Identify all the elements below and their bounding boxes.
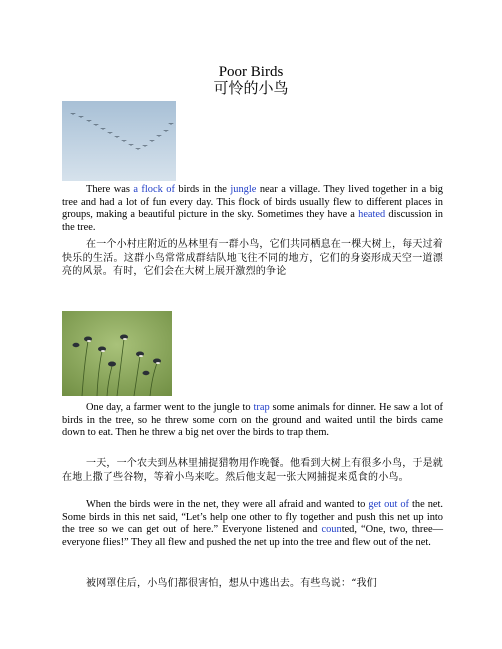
highlight-coun: coun: [321, 524, 342, 536]
highlight-get-out-of: get out of: [368, 499, 410, 510]
paragraph-2-chinese: 一天，一个农夫到丛林里捕捉猎物用作晚餐。他看到大树上有很多小鸟，于是就在地上撒了些谷物，等着小鸟来吃。然后他支起一张大网捕捉来觅食的小鸟。: [62, 458, 443, 483]
paragraph-1-english: There was a flock of birds in the jungle near a village. They lived together in a big tree and had a lot of fun every day. This flock of birds usually flew to different places in groups, making a beautiful picture in the sky. Sometimes they have a heated discussion in the tree.: [62, 184, 444, 233]
paragraph-2-english: One day, a farmer went to the jungle to trap some animals for dinner. He saw a lot of birds in the tree, so he threw some corn on the ground and waited until the birds came down to eat. Then he threw a big net over the birds to trap them.: [62, 402, 443, 439]
flock-of-birds-image: [62, 101, 176, 181]
highlight-trap: trap: [253, 402, 270, 413]
highlight-a-flock-of: a flock of: [133, 184, 175, 195]
title-english: Poor Birds: [218, 64, 284, 80]
highlight-jungle: jungle: [230, 184, 257, 195]
title-chinese: 可怜的小鸟: [213, 81, 289, 97]
swallows-on-grass-image: [62, 311, 172, 396]
paragraph-3-chinese: 被网罩住后，小鸟们都很害怕，想从中逃出去。有些鸟说：“我们: [86, 578, 377, 589]
paragraph-1-chinese: 在一个小村庄附近的丛林里有一群小鸟，它们共同栖息在一棵大树上，每天过着快乐的生活。这群小鸟常常成群结队地飞往不同的地方，它们的身姿形成天空一道漂亮的风景。有时，它们会在大树上展开激烈的争论: [62, 239, 443, 278]
highlight-heated: heated: [358, 209, 386, 221]
paragraph-3-english: When the birds were in the net, they were all afraid and wanted to get out of the net. Some birds in this net said, “Let’s help one other to fly together and push this net up into the tree so we can get out of here.” Everyone listened and counted, “One, two, three—everyone flies!” They all flew and pushed the net up into the tree and flew out of the net.: [62, 499, 444, 548]
